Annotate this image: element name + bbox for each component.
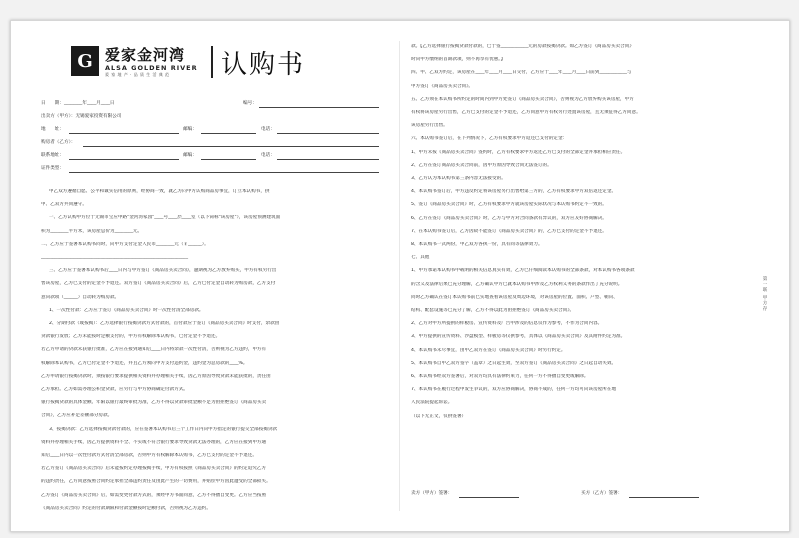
left-paragraph-line: ________________________________________________________________ <box>41 255 188 260</box>
field-number: 编号： <box>243 101 257 106</box>
field-phone: 电话： <box>261 127 275 132</box>
field-buyer-line <box>83 146 379 147</box>
right-paragraph-line: 人民法院提起诉讼。 <box>411 400 453 406</box>
field-address-line <box>69 133 179 134</box>
right-paragraph-line: 五、乙方须在本认购书所约定的时间内到甲方处签订《商品房买卖合同》，否则视为乙方放弃购买该房屋，甲方 <box>411 96 634 102</box>
right-paragraph-line: （以下无正文，仅供签署） <box>411 413 467 419</box>
right-paragraph-line: 1、甲方承诺本认购书中载明的相关信息真实有效，乙方已仔细阅读本认购书的全部条款，对本认购书各项条款 <box>411 268 635 274</box>
buyer-signature-line <box>629 497 699 498</box>
left-paragraph-line: 意向款项（______）自动转为购房款。 <box>41 294 120 300</box>
right-paragraph-line: 2、乙方对甲方所提供的样板房、宣传资料及广告中涉及的信息仅作为参考，不作为合同内容。 <box>411 321 603 327</box>
left-paragraph-line: 银行按揭贷款的具体金额、年限以银行最终审批为准，乙方不得以贷款审批金额不足为由拒绝签订《商品房买卖 <box>41 400 267 406</box>
right-paragraph-line: 5、本认购书自甲乙双方签字（盖章）之日起生效，至双方签订《商品房买卖合同》之日起自动失效。 <box>411 360 617 366</box>
margin-note: 第一联 甲方存 <box>762 276 767 312</box>
brand-logo-icon: G <box>71 46 99 76</box>
left-paragraph-line: 售该房屋，乙方已支付的定金不予退还。双方签订《商品房买卖合同》后，乙方已付定金自动转为购房款，乙方支付 <box>41 281 276 287</box>
document-header <box>71 44 331 84</box>
field-mobile: 电话： <box>261 153 275 158</box>
right-paragraph-line: 甲方签订《商品房买卖合同》。 <box>411 83 474 89</box>
right-paragraph-line: 2、乙方在签订商品房买卖合同前，因甲方原因导致合同无法签订的。 <box>411 162 552 168</box>
right-paragraph-line: 5、签订《商品房买卖合同》时，乙方有权要求甲方就该房屋实际状况与本认购书约定不一致的。 <box>411 202 607 208</box>
left-paragraph-line: 3、按揭贷款：乙方选择按揭贷款付款的，应在签署本认购书后三个工作日内向甲方指定的银行提交全部按揭贷款 <box>49 426 278 432</box>
left-paragraph-line: 乙方承担。乙方如需办理公积金贷款，应另行与甲方协商确定付款方式。 <box>41 387 189 392</box>
right-paragraph-line: 6、本认购书经双方签署后，对双方均具有法律约束力，任何一方不得擅自变更或解除。 <box>411 374 589 379</box>
right-paragraph-line: 6、乙方在签订《商品房买卖合同》时，乙方与甲方对合同条款有异议的，双方应友好协商解决。 <box>411 215 607 221</box>
left-paragraph-line: 三、乙方应于签署本认购书后____日内与甲方签订《商品房买卖合同》，逾期视为乙方放弃购买，甲方有权另行出 <box>49 268 277 274</box>
field-contact-line <box>69 159 179 160</box>
header-separator <box>211 46 213 78</box>
right-paragraph-line: 该房屋另行出售。 <box>411 123 448 129</box>
field-buyer: 购房者（乙方）： <box>41 140 76 145</box>
right-paragraph-line: 有权将该房屋另行出售，乙方已支付的定金不予退还，乙方同意甲方有权另行处置该房屋，且无须征得乙方同意。 <box>411 110 641 115</box>
right-paragraph-line: 的含义及法律后果已充分理解，乙方确认甲方已就本认购书中涉及乙方权利义务的条款作出了充分说明。 <box>411 281 623 287</box>
left-paragraph-line: 二、乙方应于签署本认购书同时，向甲方支付定金人民币________元（￥______）。 <box>41 241 209 247</box>
buyer-signature-label: 买方（乙方）签署： <box>581 491 623 496</box>
right-paragraph-line: 1、甲方未按《商品房买卖合同》签约时，乙方有权要求甲方返还乙方已支付的全部定金并承担相应责任。 <box>411 149 626 155</box>
field-phone-line <box>277 133 379 134</box>
right-paragraph-line: 时向甲方缴纳的首期款项，则不再享有优惠。】 <box>411 57 506 63</box>
right-paragraph-line: 结构、配套设施等已充分了解，乙方不得以此为由拒绝签订《商品房买卖合同》。 <box>411 308 575 313</box>
left-paragraph-line: 乙方签订《商品房买卖合同》后，如需变更付款方式的，须经甲方书面同意，乙方不得擅自变更。乙方应当按照 <box>41 492 267 498</box>
field-date: 日 期：________年____月____日 <box>41 101 115 106</box>
left-paragraph-line: 资料并办理相关手续，因乙方提供资料不全、不实或不符合银行要求导致贷款无法办理的，乙方应在接到甲方通 <box>41 439 267 445</box>
left-paragraph-line: 的违约责任，乙方同意按照合同约定承担全部违约责任及由此产生的一切费用，并赔偿甲方因此遭受的全部损失。 <box>41 479 271 485</box>
left-paragraph-line: 2、分期付款（或按揭）：乙方选择银行按揭贷款方式付款的，首付款应于签订《商品房买卖合同》时支付，余款由 <box>49 321 280 326</box>
left-paragraph-line: 若乙方签订《商品房买卖合同》后未能按约定办理按揭手续，甲方有权按照《商品房买卖合同》的约定追究乙方 <box>41 466 267 472</box>
column-divider <box>399 41 400 511</box>
right-paragraph-line: 8、本认购书一式两份，甲乙双方各执一份，具有同等法律效力。 <box>411 242 543 247</box>
field-postcode-2-line <box>201 159 256 160</box>
field-number-line <box>259 107 379 108</box>
right-paragraph-line: 3、甲方提供的宣传资料、沙盘模型、样板房等仅供参考，具体以《商品房买卖合同》及其附件约定为准。 <box>411 334 626 340</box>
left-paragraph-line: 积为________平方米，该房屋总价为________元。 <box>41 228 143 234</box>
left-paragraph-line: 1、一次性付款：乙方应于签订《商品房买卖合同》时一次性付清全部房款。 <box>49 307 204 313</box>
seller-signature-label: 卖方（甲方）签署： <box>411 491 453 496</box>
left-paragraph-line: 甲、乙双方共同遵守。 <box>41 202 87 208</box>
field-postcode-line <box>201 133 256 134</box>
brand-name-cn: 爱家金河湾 <box>105 46 186 64</box>
document-title: 认购书 <box>221 50 306 80</box>
field-postcode: 邮编： <box>183 127 197 132</box>
seller-signature-line <box>459 497 519 498</box>
field-id-line <box>69 172 379 173</box>
right-paragraph-line: 7、本认购书在履行过程中发生争议的，双方应协商解决，协商不成的，任何一方均可向该房屋所在地 <box>411 387 617 393</box>
right-paragraph-line: 4、本认购书签订后，甲方违反约定将该房屋另行出售给第三方的，乙方有权要求甲方双倍返还定金。 <box>411 189 617 195</box>
right-paragraph-line: 7、在本认购书签订后，乙方因故不能签订《商品房买卖合同》的，乙方已支付的定金不予退还。 <box>411 228 607 234</box>
field-address: 地 址： <box>41 127 64 132</box>
brand-slogan: 爱 家 地 产 · 品 质 生 活 典 范 <box>105 72 170 77</box>
right-paragraph-line: 四、甲、乙双方约定，该房屋在____年____月____日交付，乙方应于____年____月____日前到____________与 <box>411 70 632 76</box>
right-paragraph-line: 4、本认购书未尽事宜，由甲乙双方在签订《商品房买卖合同》时另行约定。 <box>411 347 566 353</box>
field-seller: 出卖方（甲方）：无锡爱家投资有限公司 <box>41 114 122 119</box>
left-paragraph-line: 贷款银行发放；乙方未能按时足额支付的，甲方有权解除本认购书，已付定金不予退还。 <box>41 334 221 340</box>
right-paragraph-line: 七、其他 <box>411 255 430 261</box>
right-paragraph-line: 款。【乙方选择银行按揭贷款付款的，已于签____________元的房款按揭贷款。如乙方签订《商品房买卖合同》 <box>411 44 634 49</box>
left-paragraph-line: 甲乙双方遵循自愿、公平和诚实信用的原则，经协商一致，就乙方向甲方认购商品房事宜，订立本认购书，供 <box>49 189 270 194</box>
left-paragraph-line: 权解除本认购书，乙方已付定金不予退还，并且乙方须向甲方支付违约金，违约金为总房款的____%。 <box>41 360 248 366</box>
field-contact: 联系地址： <box>41 153 64 158</box>
right-paragraph-line: 同时乙方确认在签订本认购书前已实地查看该房屋及周边环境，对该房屋的位置、面积、户型、朝向、 <box>411 294 618 300</box>
left-paragraph-line: 一、乙方认购甲方位于无锡市宝应中路"金河湾家园"____号____层____室（以下简称"该房屋"），该房屋预测建筑面 <box>49 215 281 221</box>
field-id-type: 证件类型： <box>41 166 64 171</box>
document-sheet <box>10 20 790 532</box>
field-postcode-2: 邮编： <box>183 153 197 158</box>
field-mobile-line <box>277 159 379 160</box>
left-paragraph-line: 《商品房买卖合同》约定的付款期限和付款金额按时足额付款，否则视为乙方违约。 <box>41 505 211 511</box>
left-paragraph-line: 合同》，乙方应补足差额部分房款。 <box>41 413 113 419</box>
left-paragraph-line: 若乙方申请的贷款未获银行批准，乙方应在接到通知后____日内将余款一次性付清，否则视为乙方违约，甲方有 <box>41 347 267 353</box>
left-paragraph-line: 乙方申请银行按揭贷款时，须按银行要求提供相关资料并办理相关手续，因乙方原因导致贷款未能获批的，责任由 <box>41 373 271 379</box>
right-paragraph-line: 3、乙方认为本认购书第三条内容无法接受的。 <box>411 176 506 181</box>
right-paragraph-line: 六、本认购书签订后，在下列情况下，乙方有权要求甲方返还已支付的定金： <box>411 136 568 142</box>
brand-name-en: ALSA GOLDEN RIVER <box>105 64 198 72</box>
left-paragraph-line: 知后____日内以一次性付款方式付清全部房款，否则甲方有权解除本认购书，乙方已支付的定金不予退还。 <box>41 453 257 458</box>
